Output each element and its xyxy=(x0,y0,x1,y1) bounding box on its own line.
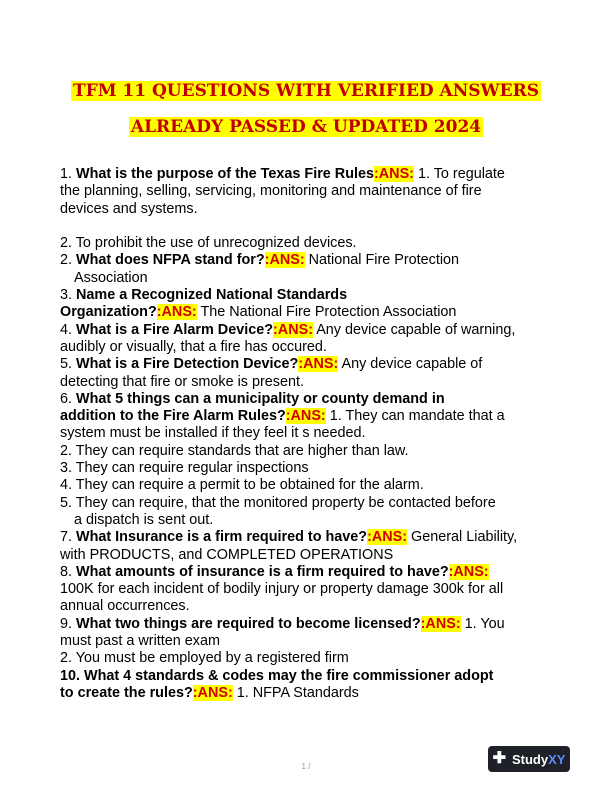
brand-name xyxy=(512,752,565,767)
question-7: What Insurance is a firm required to have? xyxy=(76,529,368,546)
question-8: What amounts of insurance is a firm required to have? xyxy=(76,563,449,580)
title-line-2-text: ALREADY PASSED & UPDATED 2024 xyxy=(130,117,482,137)
answer-4-line-1: Any device capable of warning, xyxy=(312,321,516,338)
question-9: What two things are required to become licensed? xyxy=(76,615,421,632)
studyxy-logo-badge[interactable] xyxy=(488,746,570,772)
answer-6-line-3: 2. They can require standards that are higher than law. xyxy=(60,442,409,459)
document-title-line-1 xyxy=(0,81,612,101)
question-1: What is the purpose of the Texas Fire Rules xyxy=(76,166,374,182)
question-number: 4. xyxy=(60,321,76,338)
answer-6-line-6: 5. They can require, that the monitored property be contacted before xyxy=(60,494,496,511)
ans-label: :ANS: xyxy=(156,304,197,321)
qa-line xyxy=(60,322,560,339)
answer-7-line-1: General Liability, xyxy=(407,529,518,546)
qa-line xyxy=(60,685,560,702)
ans-label: :ANS: xyxy=(448,563,489,580)
question-6-line-1: What 5 things can a municipality or county demand in xyxy=(76,390,445,407)
answer-3: The National Fire Protection Association xyxy=(196,304,457,321)
question-4: What is a Fire Alarm Device? xyxy=(76,321,274,338)
question-number: 9. xyxy=(60,615,76,632)
question-10-line-2: to create the rules? xyxy=(60,684,193,701)
answer-9-line-2: must past a written exam xyxy=(60,633,220,650)
qa-line xyxy=(60,166,560,183)
question-2: What does NFPA stand for? xyxy=(76,252,265,269)
ans-label: :ANS: xyxy=(273,321,313,338)
answer-6-line-4: 3. They can require regular inspections xyxy=(60,460,309,477)
question-5: What is a Fire Detection Device? xyxy=(76,356,299,373)
ans-label: :ANS: xyxy=(264,252,305,269)
answer-2-line-2: Association xyxy=(74,269,148,286)
answer-4-line-2: audibly or visually, that a fire has occured. xyxy=(60,338,327,355)
qa-line xyxy=(60,564,560,581)
spacer xyxy=(60,218,560,235)
answer-5-line-1: Any device capable of xyxy=(338,356,483,373)
answer-7-line-2: with PRODUCTS, and COMPLETED OPERATIONS xyxy=(60,546,394,563)
question-3-line-1: Name a Recognized National Standards xyxy=(76,287,348,304)
question-number: 6. xyxy=(60,390,76,407)
ans-label: :ANS: xyxy=(374,166,414,182)
answer-10: 1. NFPA Standards xyxy=(232,684,359,701)
ans-label: :ANS: xyxy=(298,356,339,373)
ans-label: :ANS: xyxy=(192,684,233,701)
answer-1-line-2: the planning, selling, servicing, monitoring and maintenance of fire xyxy=(60,183,482,200)
qa-line xyxy=(60,304,560,321)
answer-6-line-7: a dispatch is sent out. xyxy=(74,511,214,528)
question-number: 5. xyxy=(60,356,76,373)
ans-label: :ANS: xyxy=(285,408,326,425)
answer-9-line-1: 1. You xyxy=(460,615,505,632)
answer-1-line-4: 2. To prohibit the use of unrecognized devices. xyxy=(60,235,357,252)
qa-line xyxy=(60,408,560,425)
question-3-line-2: Organization? xyxy=(60,304,157,321)
question-number: 10. xyxy=(60,667,85,684)
question-10-line-1: What 4 standards & codes may the fire commissioner adopt xyxy=(84,667,494,684)
answer-8-line-2: annual occurrences. xyxy=(60,598,190,615)
page-number: 1 / xyxy=(301,762,311,771)
answer-1-line-1: 1. To regulate xyxy=(413,166,505,182)
question-number: 1. xyxy=(60,166,76,182)
qa-line xyxy=(60,529,560,546)
qa-line xyxy=(60,252,560,269)
answer-6-line-1: 1. They can mandate that a xyxy=(325,408,505,425)
title-line-1-text: TFM 11 QUESTIONS WITH VERIFIED ANSWERS xyxy=(72,81,540,101)
qa-line xyxy=(60,391,560,408)
ans-label: :ANS: xyxy=(420,615,461,632)
answer-1-line-3: devices and systems. xyxy=(60,200,198,217)
plus-icon: ✚ xyxy=(492,750,506,767)
answer-9-line-3: 2. You must be employed by a registered firm xyxy=(60,650,349,667)
qa-line xyxy=(60,616,560,633)
qa-line xyxy=(60,668,560,685)
question-6-line-2: addition to the Fire Alarm Rules? xyxy=(60,408,286,425)
answer-6-line-5: 4. They can require a permit to be obtained for the alarm. xyxy=(60,477,424,494)
qa-body xyxy=(60,166,560,702)
answer-5-line-2: detecting that fire or smoke is present. xyxy=(60,373,304,390)
brand-name-main: Study xyxy=(511,751,549,767)
qa-line xyxy=(60,287,560,304)
question-number: 2. xyxy=(60,252,76,269)
ans-label: :ANS: xyxy=(367,529,408,546)
question-number: 7. xyxy=(60,529,76,546)
qa-line xyxy=(60,356,560,373)
question-number: 8. xyxy=(60,563,76,580)
brand-name-accent: XY xyxy=(548,751,566,767)
document-title-line-2 xyxy=(0,117,612,137)
answer-2-line-1: National Fire Protection xyxy=(304,252,460,269)
answer-6-line-2: system must be installed if they feel it s needed. xyxy=(60,425,366,442)
question-number: 3. xyxy=(60,287,76,304)
answer-8-line-1: 100K for each incident of bodily injury or property damage 300k for all xyxy=(60,581,504,598)
